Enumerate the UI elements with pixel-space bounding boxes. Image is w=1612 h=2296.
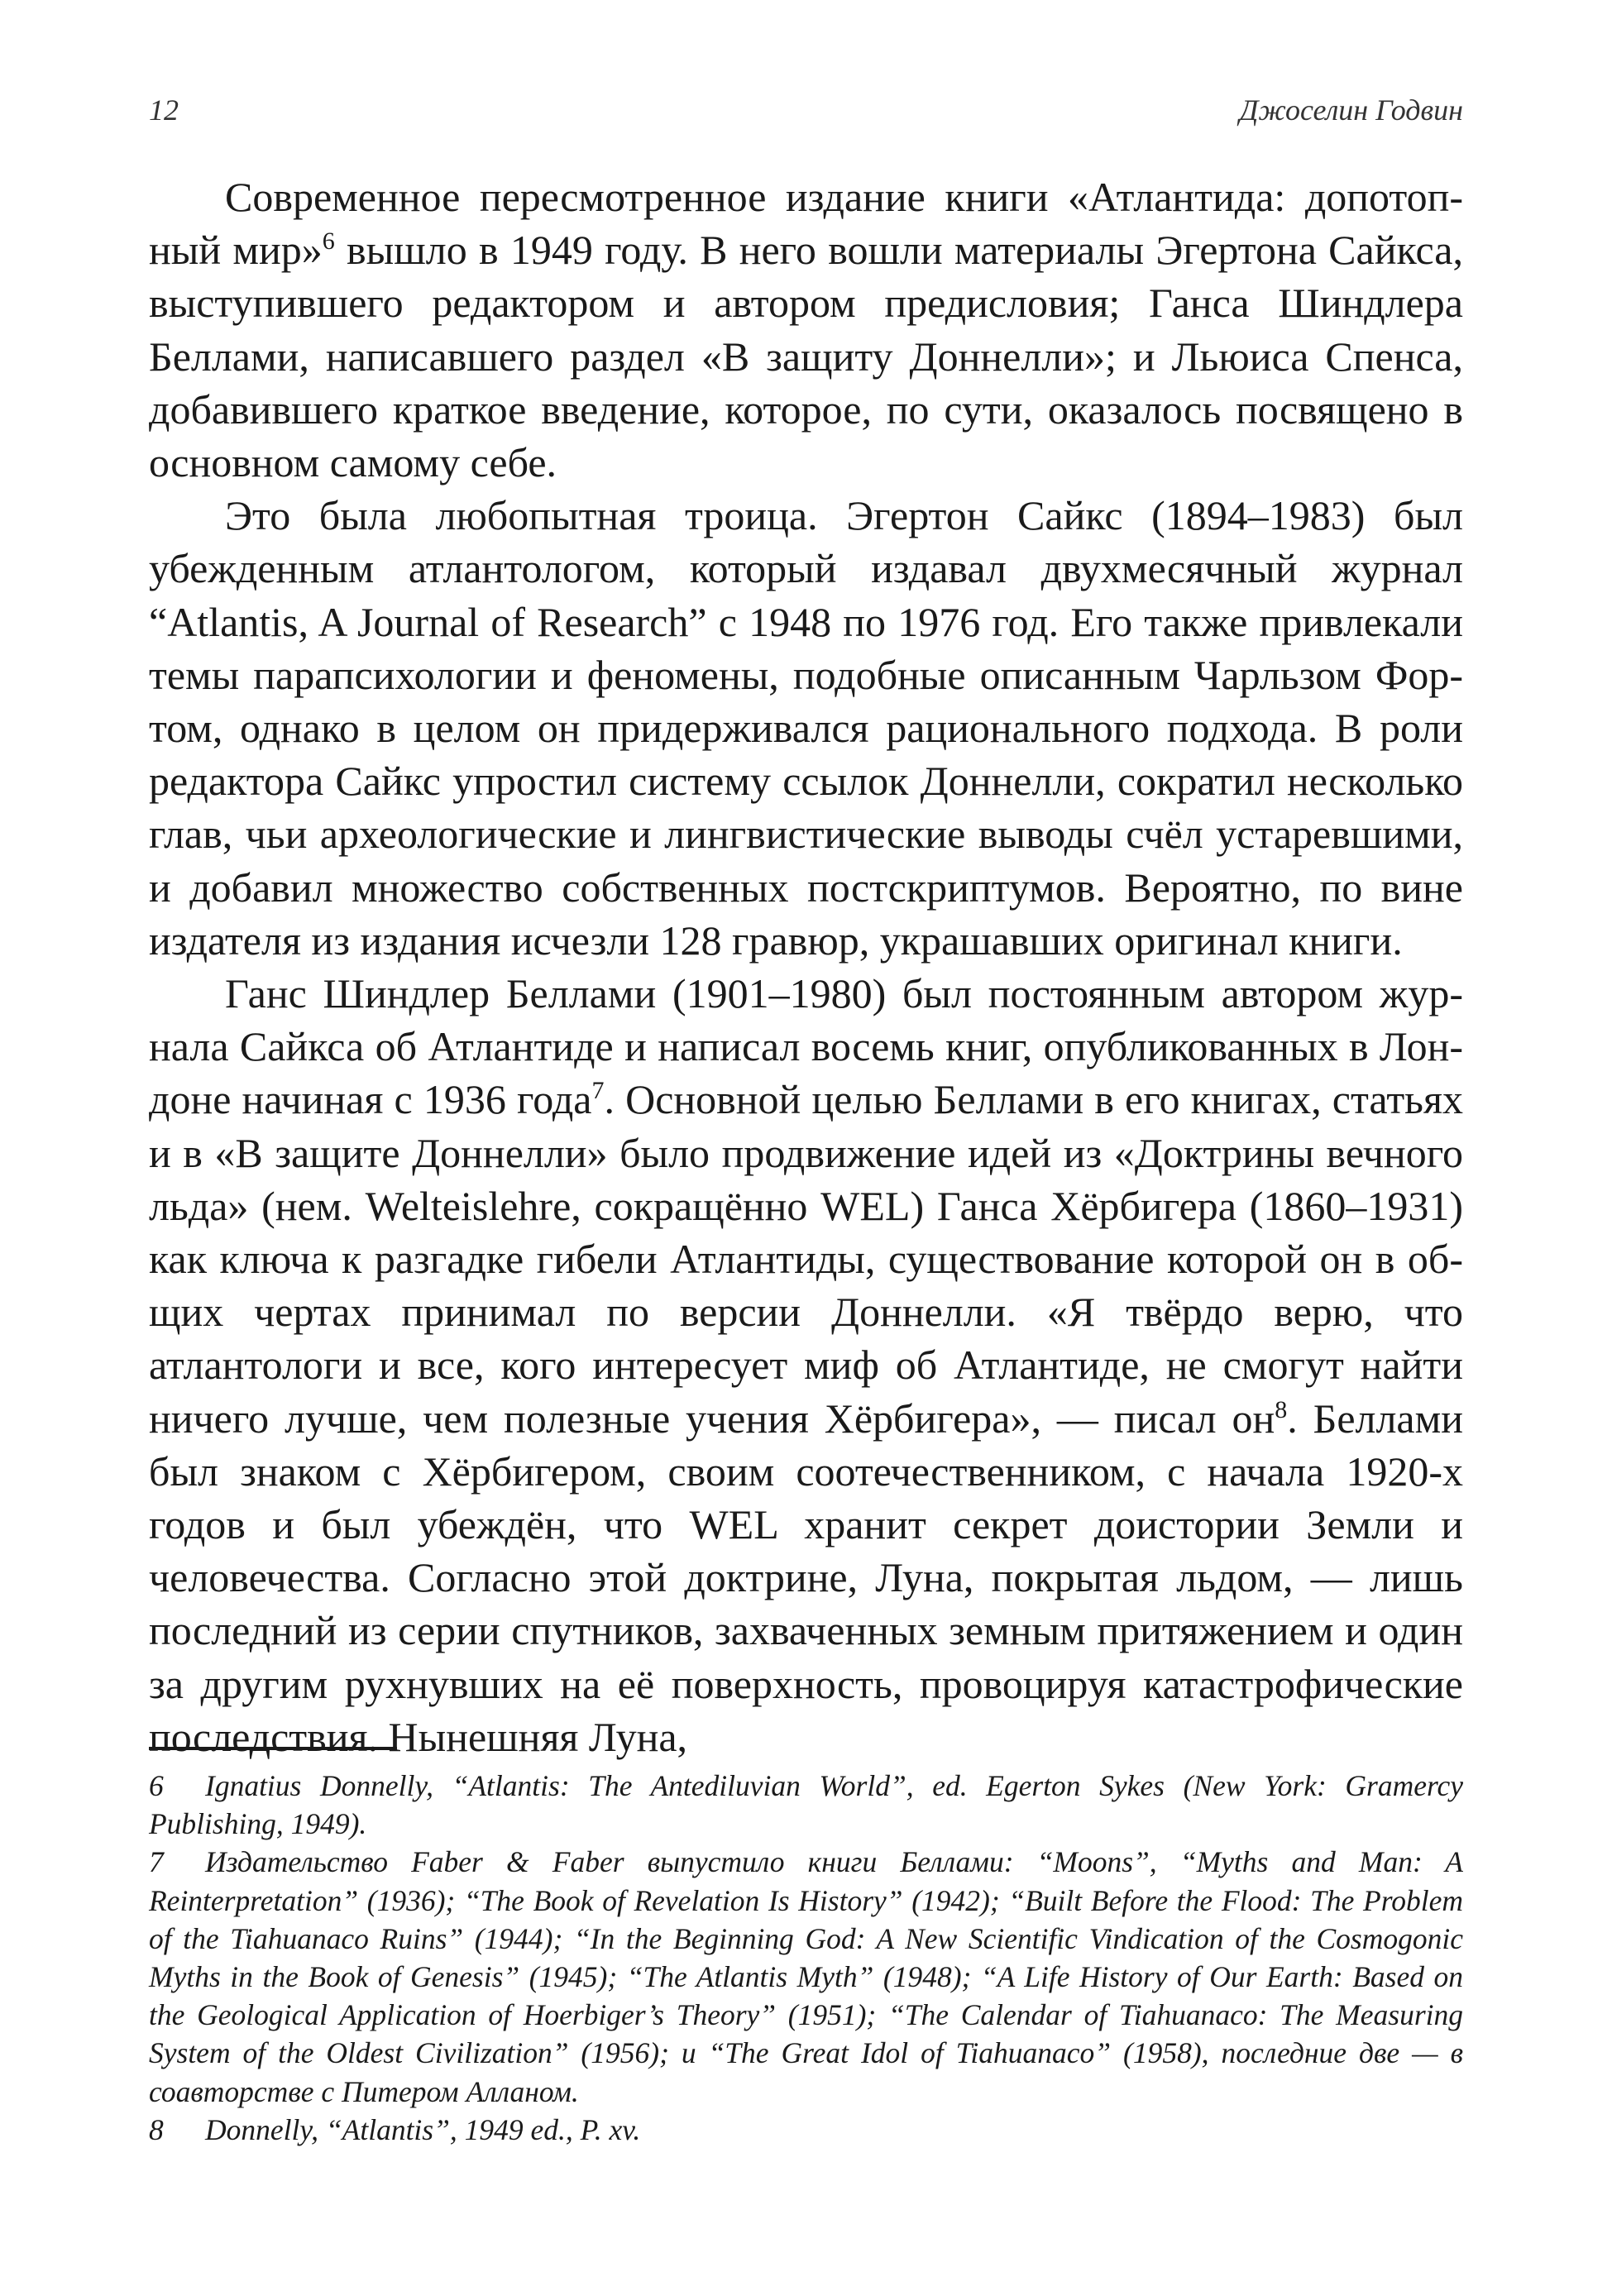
page-number: 12 — [149, 93, 179, 127]
footnote-ref[interactable]: 7 — [591, 1077, 605, 1105]
footnote — [149, 1767, 1463, 1843]
paragraph-text: Современное пересмотренное издание книги «Атлантида: допотопный мир» — [149, 174, 1463, 274]
paragraph — [149, 170, 1463, 489]
paragraph — [149, 967, 1463, 1763]
paragraph-text: вышло в 1949 году. В него вошли материалы Эгертона Сайкса, выступившего редактором и автором предисловия; Ганса Шиндлера Беллами, написавшего раздел «В защиту Доннелли»; и Льюиса Спенса, добавившего краткое введение, которое, по сути, оказалось посвящено в основном самому себе. — [149, 227, 1464, 486]
paragraph-text: . Основной целью Беллами в его книгах, статьях и в «В защите Доннелли» было продвижение идей из «Доктрины вечного льда» (нем. Welteislehre, сокращённо WEL) Ганса Хёрбигера (1860–1931) как ключа к разгадке гибели Атлантиды, существование которой он в общих чертах принимал по версии Доннелли. «Я твёрдо верю, что атлантологи и все, кого интересует миф об Атлантиде, не смогут найти ничего лучше, чем полезные учения Хёрбигера», — писал он — [149, 1076, 1463, 1442]
paragraph-text: Это была любопытная троица. Эгертон Сайкс (1894–1983) был убежденным атлантологом, который издавал двухмесячный журнал “Atlantis, A Journal of Research” с 1948 по 1976 год. Его также привлекали темы парапсихологии и феномены, подобные описанным Чарльзом Фортом, однако в целом он придерживался рационального подхода. В роли редактора Сайкс упростил систему ссылок Доннелли, сократил несколько глав, чьи археологические и лингвистические выводы счёл устаревшими, и добавил множество собственных постскриптумов. Вероятно, по вине издателя из издания исчезли 128 гравюр, украшавших оригинал книги. — [149, 492, 1463, 964]
paragraph — [149, 489, 1463, 967]
footnote-text: Издательство Faber & Faber выпустило книги Беллами: “Moons”, “Myths and Man: A Reinterpretation” (1936); “The Book of Revelation Is History” (1942); “Built Before the Flood: The Problem of the Tiahuanaco Ruins” (1944); “In the Beginning God: A New Scientific Vindication of the Cosmogonic Myths in the Book of Genesis” (1945); “The Atlantis Myth” (1948); “A Life History of Our Earth: Based on the Geological Application of Hoerbiger’s Theory” (1951); “The Calendar of Tiahuanaco: The Measuring System of the Oldest Civilization” (1956); и “The Great Idol of Tiahuanaco” (1958), последние две — в соавторстве с Питером Алланом. — [149, 1845, 1463, 2108]
footnote-text: Donnelly, “Atlantis”, 1949 ed., P. xv. — [205, 2112, 641, 2146]
footnote-number: 8 — [149, 2112, 164, 2146]
paragraph-text: Ганс Шиндлер Беллами (1901–1980) был постоянным автором журнала Сайкса об Атлантиде и написал восемь книг, опубликованных в Лондоне начиная с 1936 года — [149, 970, 1463, 1123]
footnote-number: 7 — [149, 1845, 164, 1879]
main-text — [149, 170, 1463, 1763]
page-header — [149, 93, 1463, 134]
paragraph-text: . Беллами был знаком с Хёрбигером, своим соотечественником, с начала 1920-х годов и был убеждён, что WEL хранит секрет доистории Земли и человечества. Согласно этой доктрине, Луна, покрытая льдом, — лишь последний из серии спутников, захваченных земным притяжением и один за другим рухнувших на её поверхность, провоцируя катастрофические последствия. Нынешняя Луна, — [149, 1394, 1463, 1760]
footnotes — [149, 1767, 1463, 2149]
running-head-author: Джоселин Годвин — [1239, 93, 1463, 127]
footnote-text: Ignatius Donnelly, “Atlantis: The Antediluvian World”, ed. Egerton Sykes (New York: Gramercy Publishing, 1949). — [149, 1769, 1463, 1841]
footnote — [149, 1843, 1463, 2110]
footnote-separator — [149, 1747, 397, 1750]
footnote-ref[interactable]: 8 — [1275, 1395, 1288, 1423]
footnote-ref[interactable]: 6 — [322, 227, 335, 256]
footnote — [149, 2111, 1463, 2149]
footnote-number: 6 — [149, 1769, 164, 1802]
